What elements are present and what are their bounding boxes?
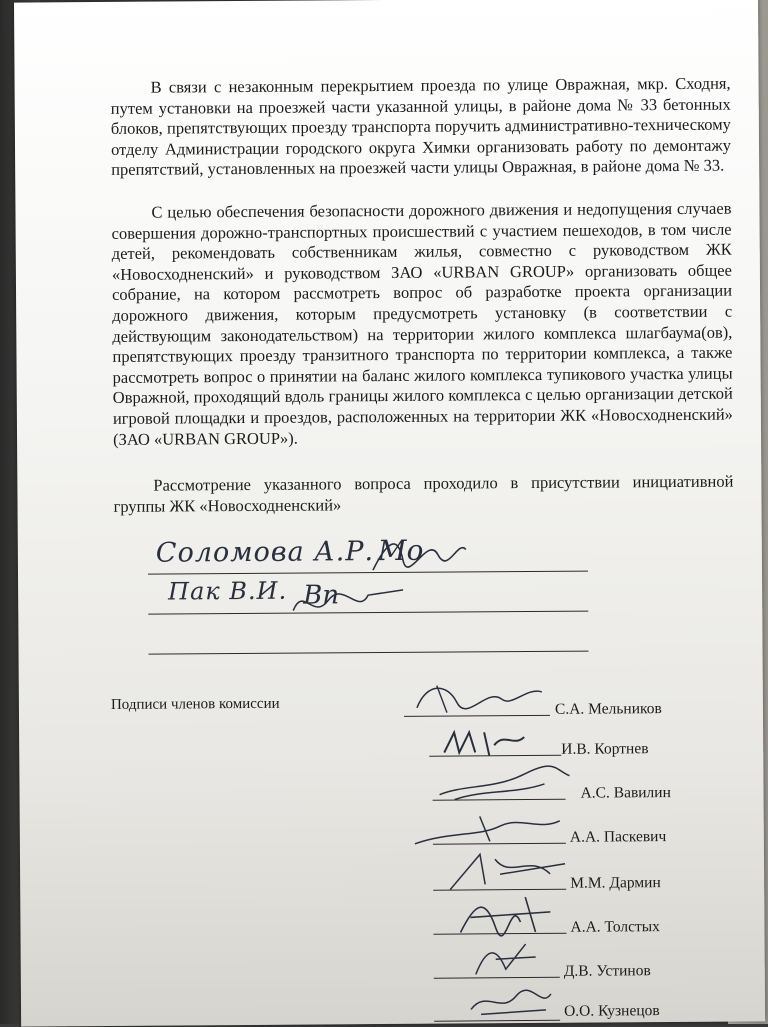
- member-name: И.В. Кортнев: [561, 740, 649, 758]
- signature-scribble: [407, 677, 547, 718]
- handwritten-name: Соломова А.Р.: [155, 536, 375, 569]
- signature-scribble: [288, 580, 408, 626]
- paragraph-initiative-group: Рассмотрение указанного вопроса проходило в присутствии инициативной группы ЖК «Новосходненский»: [113, 471, 734, 516]
- paragraph-demolition: В связи с незаконным перекрытием проезда по улице Овражная, мкр. Сходня, путем установки на проезжей части указанной улицы, в районе дома № 33 бетонных блоков, препятствующих проезду транспорта поручить административно-техническому отделу Администрации городского округа Химки организовать работу по демонтажу препятствий, установленных на проезжей части улицы Овражная, в районе дома № 33.: [110, 73, 732, 180]
- handwritten-initials: Мо: [377, 533, 424, 568]
- signature-scribble: [440, 849, 570, 895]
- signature-scribble: [466, 984, 556, 1020]
- handwritten-initials: Вп: [303, 580, 340, 611]
- handwritten-name: Пак В.И.: [168, 576, 288, 606]
- signature-scribble: [450, 892, 560, 938]
- paragraph-safety: С целью обеспечения безопасности дорожного движения и недопущения случаев совершения дорожно-транспортных происшествий с участием пешеходов, в том числе детей, рекомендовать собственникам жилья, совместно с руководством ЖК «Новосходненский» и руководством ЗАО «URBAN GROUP» организовать общее собрание, на котором рассмотреть вопрос об разработке проекта организации дорожного движения, которым предусмотреть установку (в соответствии с действующим законодательством) на территории жилого комплекса шлагбаума(ов), препятствующих проезду транзитного транспорта по территории комплекса, а также рассмотреть вопрос о принятии на баланс жилого комплекса тупикового участка улицы Овражной, проходящий вдоль границы жилого комплекса с целью организации детской игровой площадки и проездов, расположенных на территории ЖК «Новосходненский» (ЗАО «URBAN GROUP»).: [111, 198, 733, 449]
- member-name: С.А. Мельников: [554, 700, 662, 718]
- member-name: А.А. Толстых: [570, 918, 660, 936]
- signature-line: [434, 1020, 560, 1022]
- signature-scribble: [466, 939, 546, 980]
- member-name: А.А. Паскевич: [569, 828, 667, 846]
- member-name: М.М. Дармин: [570, 874, 661, 892]
- document-page: [14, 0, 765, 1027]
- signature-line-empty: [149, 651, 589, 655]
- member-name: Д.В. Устинов: [563, 962, 651, 980]
- commission-label: Подписи членов комиссии: [110, 695, 280, 713]
- member-name: О.О. Кузнецов: [564, 1002, 660, 1020]
- member-name: А.С. Вавилин: [580, 784, 671, 802]
- signature-scribble: [410, 811, 570, 852]
